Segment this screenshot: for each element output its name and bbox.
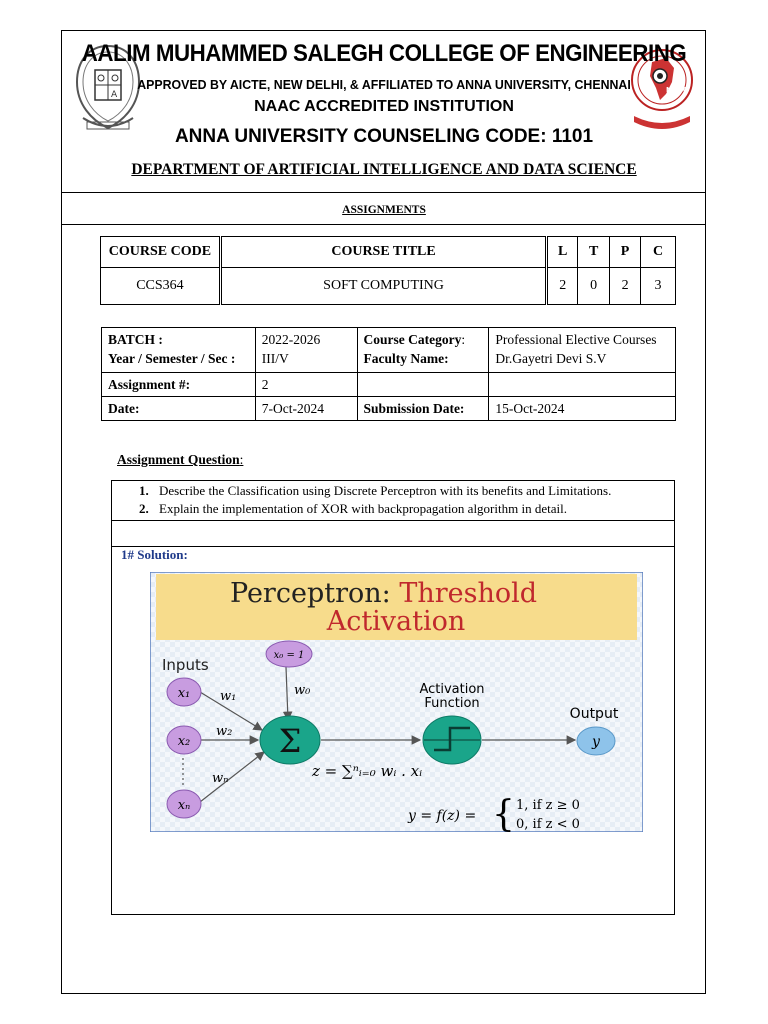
submission-label: Submission Date: [357, 397, 489, 421]
case1: 1, if z ≥ 0 [516, 798, 580, 813]
svg-text:Perceptron: Threshold [230, 578, 537, 609]
activation-label-line2: Function [424, 696, 480, 711]
divider [62, 224, 705, 225]
naac-line: NAAC ACCREDITED INSTITUTION [254, 98, 514, 115]
solution-label: 1# Solution: [121, 547, 188, 562]
z-formula: z = ∑ⁿᵢ₌₀ wᵢ . xᵢ [312, 762, 423, 780]
output-label: Output [569, 706, 619, 722]
course-l: 2 [547, 268, 578, 305]
course-header: L [547, 237, 578, 268]
course-header: P [610, 237, 641, 268]
course-title: SOFT COMPUTING [220, 268, 546, 305]
sigma-icon: Σ [278, 722, 302, 760]
date-value: 7-Oct-2024 [255, 397, 357, 421]
year-label: Year / Semester / Sec : [108, 351, 236, 366]
faculty-value: Dr.Gayetri Devi S.V [495, 351, 607, 366]
approval-line: APPROVED BY AICTE, NEW DELHI, & AFFILIATED TO ANNA UNIVERSITY, CHENNAI [137, 77, 631, 92]
assignment-question-heading [117, 452, 243, 468]
question-divider [111, 520, 675, 521]
x0-label: x₀ = 1 [273, 650, 305, 661]
course-p: 2 [610, 268, 641, 305]
perceptron-figure [150, 572, 643, 832]
college-name: AALIM MUHAMMED SALEGH COLLEGE OF ENGINEERING [81, 40, 687, 67]
counseling-code: ANNA UNIVERSITY COUNSELING CODE: 1101 [174, 126, 594, 147]
submission-value: 15-Oct-2024 [489, 397, 676, 421]
year-value: III/V [261, 351, 289, 366]
x1-label: x₁ [177, 686, 191, 701]
section-title: ASSIGNMENTS [342, 204, 426, 216]
inputs-label: Inputs [162, 656, 209, 674]
w2-label: w₂ [216, 724, 233, 739]
question-number: 2. [139, 501, 149, 516]
department-title: DEPARTMENT OF ARTIFICIAL INTELLIGENCE AND DATA SCIENCE [131, 161, 637, 178]
course-table [100, 236, 676, 305]
xn-label: xₙ [177, 798, 191, 813]
wn-label: wₙ [212, 771, 229, 786]
figure-title-part1: Perceptron: [230, 578, 391, 609]
date-label: Date: [102, 397, 256, 421]
question-text: Describe the Classification using Discrete Perceptron with its benefits and Limitations. [159, 483, 612, 498]
course-code: CCS364 [101, 268, 221, 305]
assignment-question-colon: : [239, 452, 244, 467]
list-item [139, 500, 611, 518]
naac-logo-text: NAAC [666, 86, 688, 94]
course-c: 3 [641, 268, 676, 305]
activation-label-line1: Activation [419, 682, 485, 697]
question-list [139, 482, 611, 518]
course-header: C [641, 237, 676, 268]
assignment-label: Assignment #: [102, 373, 256, 397]
figure-title-line2: Activation [326, 606, 466, 637]
course-header: T [578, 237, 610, 268]
course-header: COURSE TITLE [220, 237, 546, 268]
faculty-label: Faculty Name: [363, 351, 449, 366]
assignment-question-label: Assignment Question [117, 452, 240, 467]
category-colon: : [461, 332, 466, 347]
batch-label: BATCH : [108, 332, 163, 347]
batch-value: 2022-2026 [261, 332, 321, 347]
output-y-label: y [592, 734, 600, 750]
case2: 0, if z < 0 [516, 817, 580, 832]
x2-label: x₂ [177, 734, 191, 749]
list-item [139, 482, 611, 500]
question-text: Explain the implementation of XOR with backpropagation algorithm in detail. [159, 501, 567, 516]
assignment-value: 2 [255, 373, 357, 397]
course-header: COURSE CODE [101, 237, 221, 268]
svg-text:A: A [111, 90, 118, 100]
figure-title-part2: Threshold [399, 578, 538, 609]
batch-table [101, 327, 676, 421]
divider [62, 192, 705, 193]
category-label: Course Category [363, 332, 462, 347]
w1-label: w₁ [220, 689, 237, 704]
y-formula: y = f(z) = [408, 808, 477, 824]
brace-icon: { [492, 794, 515, 832]
w0-label: w₀ [294, 683, 311, 698]
category-value: Professional Elective Courses [495, 332, 657, 347]
question-number: 1. [139, 483, 149, 498]
question-divider [111, 546, 675, 547]
course-t: 0 [578, 268, 610, 305]
